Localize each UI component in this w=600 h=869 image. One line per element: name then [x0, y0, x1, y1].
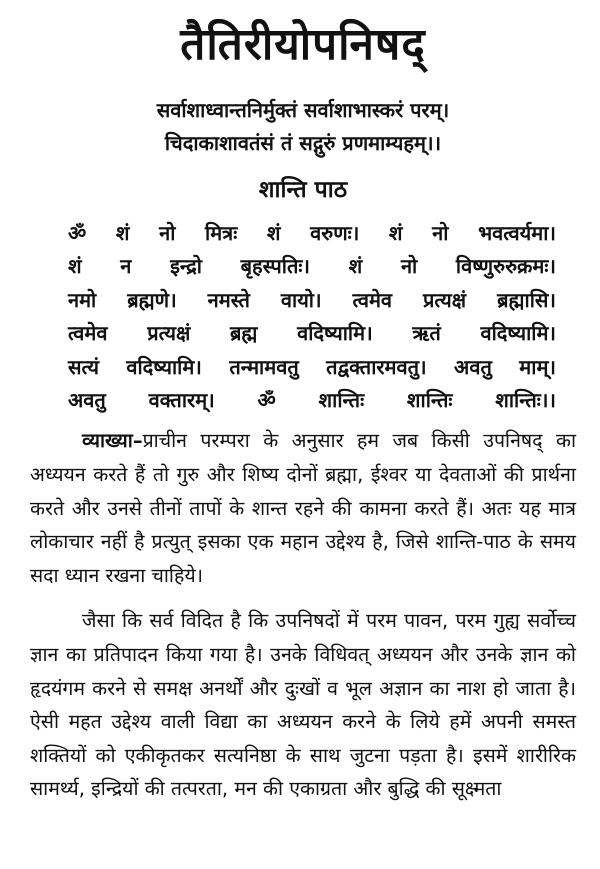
invocation-verse: [30, 94, 576, 160]
invocation-line: सर्वाशाध्वान्तनिर्मुक्तं सर्वाशाभास्करं परम्।: [156, 98, 450, 122]
invocation-line: चिदाकाशावतंसं तं सद्गुरुं प्रणमाम्यहम्।।: [164, 131, 442, 155]
mantra-line: त्वमेव प्रत्यक्षं ब्रह्म वदिष्यामि। ऋतं वदिष्यामि।: [68, 321, 556, 346]
mantra-line: सत्यं वदिष्यामि। तन्मामवतु तद्वक्तारमवतु। अवतु माम्।: [68, 354, 556, 379]
mantra-line: अवतु वक्तारम्। ॐ शान्तिः शान्तिः शान्तिः।।: [68, 388, 556, 413]
mantra-line: शं न इन्द्रो बृहस्पतिः। शं नो विष्णुरुरुक्रमः।: [68, 254, 556, 279]
commentary-dash: –: [132, 429, 143, 453]
commentary-paragraph: [30, 424, 576, 592]
page-title: तैतिरीयोपनिषद्: [180, 19, 426, 70]
commentary-lead: व्याख्या: [82, 429, 133, 453]
document-page: [0, 14, 600, 869]
commentary-text: प्राचीन परम्परा के अनुसार हम जब किसी उपनिषद् का अध्ययन करते हैं तो गुरु और शिष्य दोनों ब्रह्मा, ईश्वर या देवताओं की प्रार्थना करते और उनसे तीनों तापों के शान्त रहने की कामना करते हैं। अतः यह मात्र लोकाचार नहीं है प्रत्युत् इसका एक महान उद्देश्य है, जिसे शान्ति-पाठ के समय सदा ध्यान रखना चाहिये।: [30, 429, 576, 587]
commentary-text: जैसा कि सर्व विदित है कि उपनिषदों में परम पावन, परम गुह्य सर्वोच्च ज्ञान का प्रतिपादन किया गया है। उनके विधिवत् अध्ययन और उनके ज्ञान को हृदयंगम करने से समक्ष अनर्थों और दुःखों व भूल अज्ञान का नाश हो जाता है। ऐसी महत उद्देश्य वाली विद्या का अध्ययन करने के लिये हमें अपनी समस्त शक्तियों को एकीकृतकर सत्यनिष्ठा के साथ जुटना पड़ता है। इसमें शारीरिक सामर्थ्य, इन्द्रियों की तत्परता, मन की एकाग्रता और बुद्धि की सूक्ष्मता: [30, 609, 576, 801]
shanti-mantra: [30, 217, 576, 417]
mantra-line: ॐ शं नो मित्रः शं वरुणः। शं नो भवत्वर्यमा।: [68, 221, 556, 245]
mantra-line: नमो ब्रह्मणे। नमस्ते वायो। त्वमेव प्रत्यक्षं ब्रह्मासि।: [68, 287, 556, 312]
section-title: शान्ति पाठ: [258, 177, 348, 203]
commentary-paragraph: [30, 604, 576, 806]
